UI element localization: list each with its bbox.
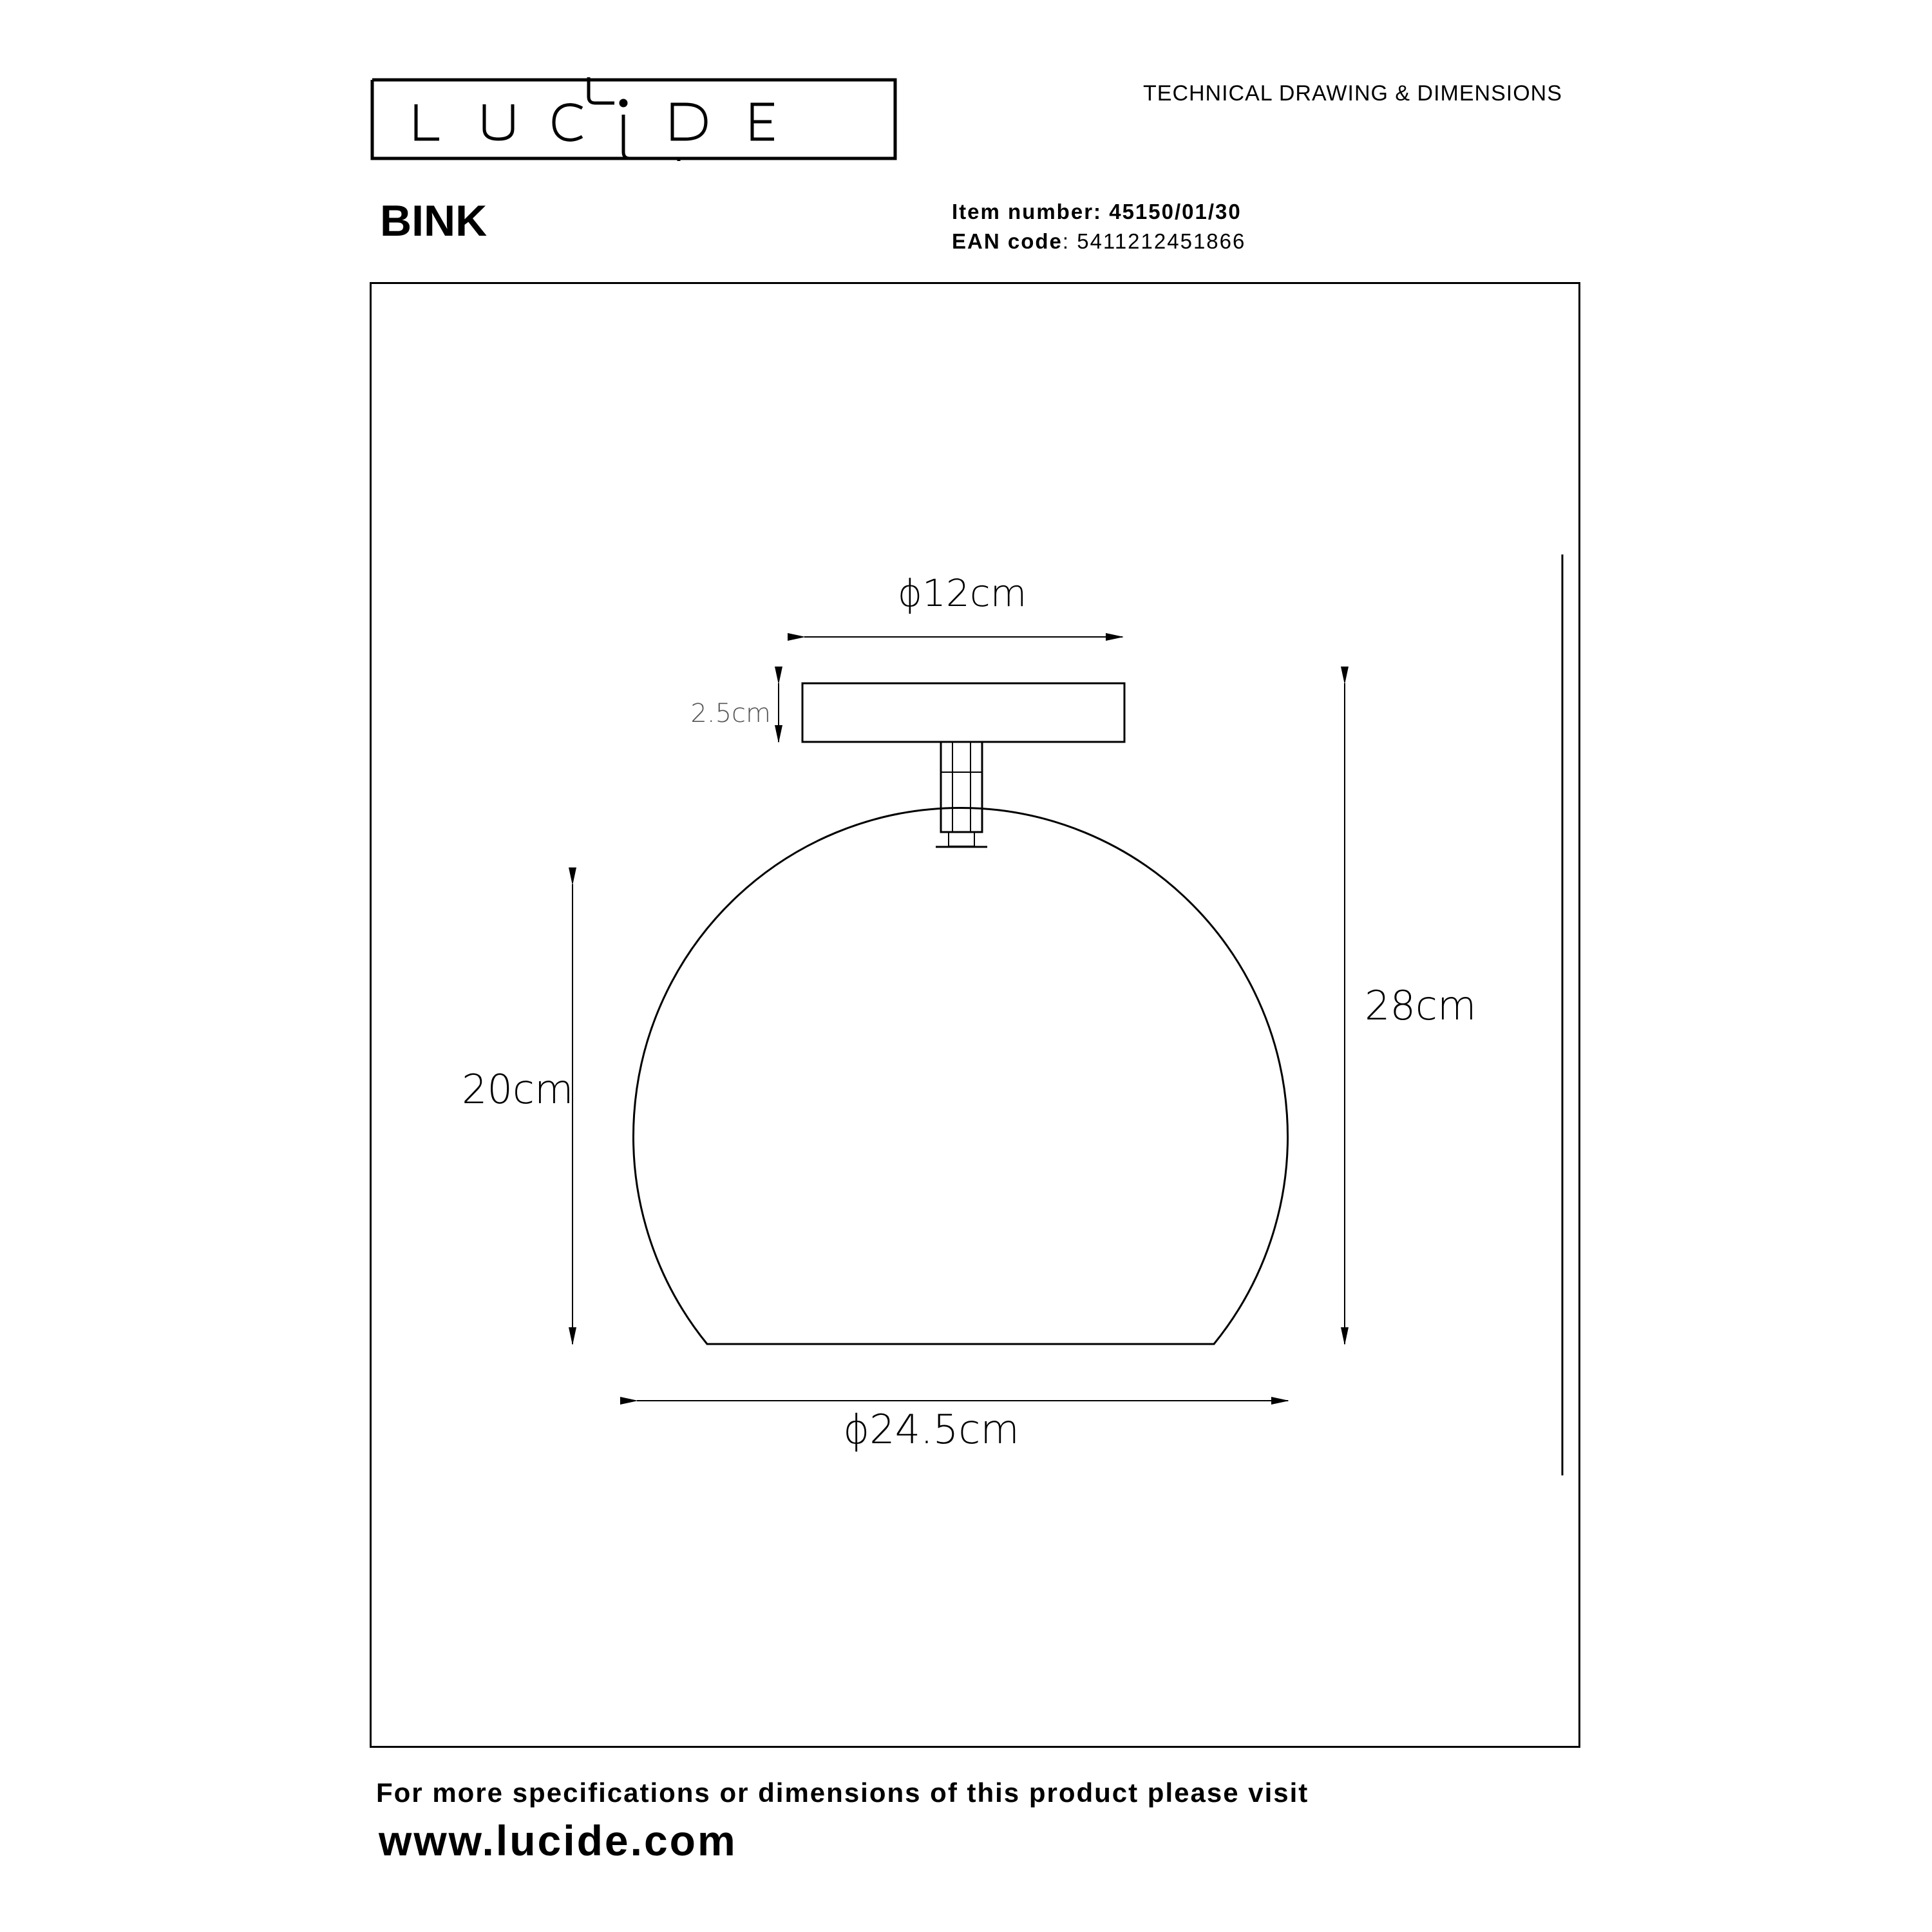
product-name: BINK	[380, 196, 488, 245]
stem	[941, 742, 982, 832]
item-number-value: 45150/01/30	[1109, 200, 1242, 223]
ean-code-value: 5411212451866	[1077, 229, 1246, 253]
shade	[634, 808, 1288, 1344]
footer-note: For more specifications or dimensions of this product please visit	[376, 1777, 1309, 1808]
document-type: TECHNICAL DRAWING & DIMENSIONS	[1143, 81, 1562, 106]
total-height-label: 28cm	[1365, 982, 1477, 1029]
logo-lettering	[416, 80, 774, 158]
drawing-frame	[370, 282, 1580, 1748]
item-number-label: Item number	[952, 200, 1094, 223]
canopy	[802, 683, 1124, 742]
ean-code: EAN code: 5411212451866	[952, 229, 1246, 253]
item-number: Item number: 45150/01/30	[952, 200, 1242, 223]
shade-height-label: 20cm	[462, 1066, 574, 1113]
canopy-diameter-label: ϕ12cm	[897, 571, 1027, 615]
website-link[interactable]: www.lucide.com	[379, 1817, 737, 1864]
canopy-height-label: 2.5cm	[690, 699, 771, 728]
connector	[949, 832, 974, 846]
ean-code-label: EAN code	[952, 229, 1063, 253]
lucide-logo	[370, 77, 898, 161]
technical-drawing	[372, 284, 1578, 1746]
shade-diameter-label: ϕ24.5cm	[843, 1406, 1019, 1453]
